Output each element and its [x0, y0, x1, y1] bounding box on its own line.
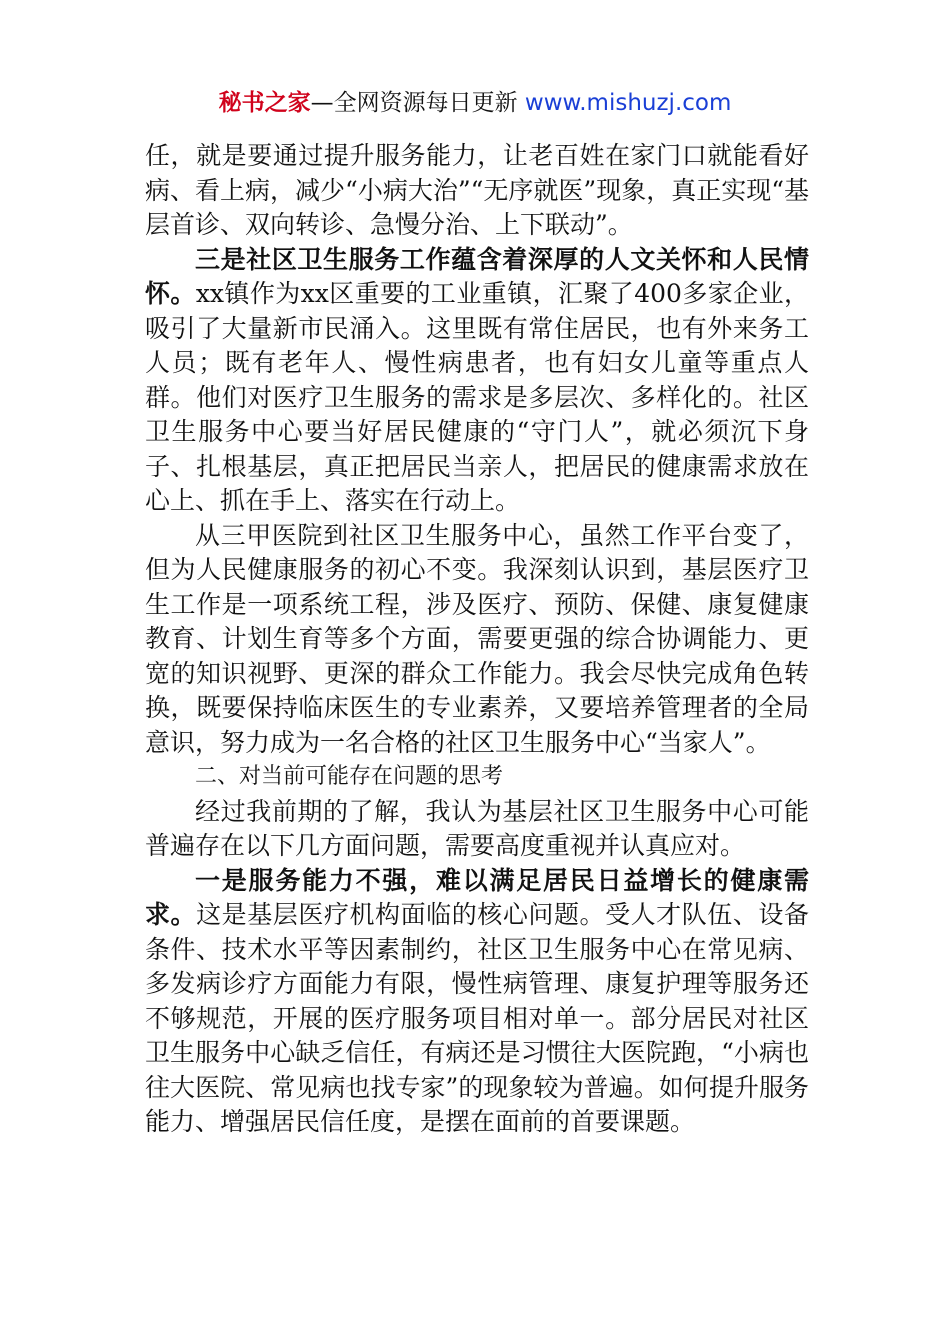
header-site-link[interactable]: www.mishuzj.com — [524, 90, 732, 116]
paragraph-lead-bold: 三是社区卫生服务工作蕴含着深厚的人文关怀和人民情怀。 — [145, 244, 809, 308]
page-header — [0, 88, 950, 118]
paragraph-body: xx镇作为xx区重要的工业重镇，汇聚了400多家企业，吸引了大量新市民涌入。这里既有常住居民，也有外来务工人员；既有老年人、慢性病患者，也有妇女儿童等重点人群。他们对医疗卫生服务的需求是多层次、多样化的。社区卫生服务中心要当好居民健康的“守门人”，就必须沉下身子、扎根基层，真正把居民当亲人，把居民的健康需求放在心上、抓在手上、落实在行动上。 — [145, 279, 809, 515]
paragraph-continuation: 任，就是要通过提升服务能力，让老百姓在家门口就能看好病、看上病，减少“小病大治”“无序就医”现象，真正实现“基层首诊、双向转诊、急慢分治、上下联动”。 — [145, 141, 809, 239]
paragraph-problem-one — [145, 864, 809, 1140]
header-brand: 秘书之家 — [218, 90, 311, 116]
paragraph-intro-problems: 经过我前期的了解，我认为基层社区卫生服务中心可能普遍存在以下几方面问题，需要高度重视并认真应对。 — [145, 796, 809, 860]
document-body — [145, 139, 809, 1140]
paragraph-body: 这是基层医疗机构面临的核心问题。受人才队伍、设备条件、技术水平等因素制约，社区卫生服务中心在常见病、多发病诊疗方面能力有限，慢性病管理、康复护理等服务还不够规范，开展的医疗服务项目相对单一。部分居民对社区卫生服务中心缺乏信任，有病还是习惯往大医院跑，“小病也往大医院、常见病也找专家”的现象较为普遍。如何提升服务能力、增强居民信任度，是摆在面前的首要课题。 — [145, 900, 809, 1136]
section-heading: 二、对当前可能存在问题的思考 — [195, 764, 504, 789]
paragraph-point-three — [145, 243, 809, 519]
header-tagline: —全网资源每日更新 — [310, 90, 518, 116]
paragraph-role-transition: 从三甲医院到社区卫生服务中心，虽然工作平台变了，但为人民健康服务的初心不变。我深刻认识到，基层医疗卫生工作是一项系统工程，涉及医疗、预防、保健、康复健康教育、计划生育等多个方面，需要更强的综合协调能力、更宽的知识视野、更深的群众工作能力。我会尽快完成角色转换，既要保持临床医生的专业素养，又要培养管理者的全局意识，努力成为一名合格的社区卫生服务中心“当家人”。 — [145, 520, 809, 757]
paragraph-lead-bold: 一是服务能力不强，难以满足居民日益增长的健康需求。 — [145, 865, 809, 929]
